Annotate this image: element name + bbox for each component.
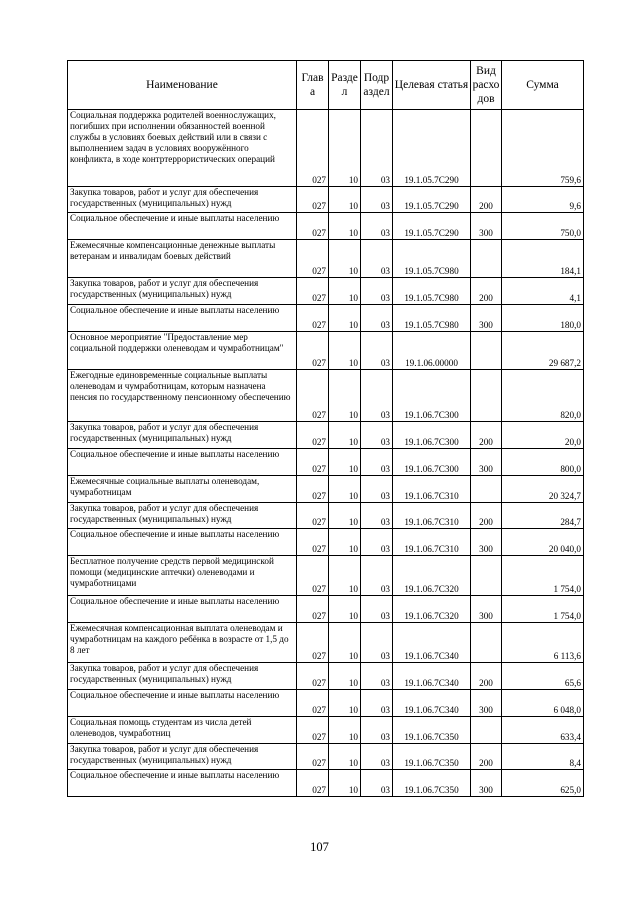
cell-amount: 20 324,7: [502, 476, 584, 503]
cell-subsection: 03: [361, 529, 393, 556]
cell-section: 10: [329, 110, 361, 187]
cell-section: 10: [329, 240, 361, 278]
cell-amount: 184,1: [502, 240, 584, 278]
cell-expense-type: 300: [471, 305, 502, 332]
cell-amount: 1 754,0: [502, 556, 584, 596]
cell-name: Закупка товаров, работ и услуг для обеспечения государственных (муниципальных) нужд: [68, 663, 297, 690]
table-row: [68, 278, 584, 305]
cell-chapter: 027: [297, 556, 329, 596]
header-amount: Сумма: [502, 61, 584, 110]
cell-section: 10: [329, 332, 361, 370]
cell-amount: 820,0: [502, 370, 584, 422]
cell-name: Ежемесячные компенсационные денежные выплаты ветеранам и инвалидам боевых действий: [68, 240, 297, 278]
cell-subsection: 03: [361, 213, 393, 240]
cell-section: 10: [329, 422, 361, 449]
table-row: [68, 476, 584, 503]
cell-expense-type: 200: [471, 503, 502, 529]
cell-section: 10: [329, 187, 361, 213]
cell-chapter: 027: [297, 529, 329, 556]
cell-section: 10: [329, 213, 361, 240]
cell-section: 10: [329, 744, 361, 770]
cell-name: Социальное обеспечение и иные выплаты населению: [68, 305, 297, 332]
cell-amount: 20,0: [502, 422, 584, 449]
cell-section: 10: [329, 596, 361, 623]
cell-name: Ежемесячная компенсационная выплата оленеводам и чумработницам на каждого ребёнка в возрасте от 1,5 до 8 лет: [68, 623, 297, 663]
cell-expense-type: [471, 476, 502, 503]
cell-target: 19.1.06.7С340: [393, 663, 471, 690]
cell-name: Социальная помощь студентам из числа детей оленеводов, чумработниц: [68, 717, 297, 744]
cell-chapter: 027: [297, 422, 329, 449]
cell-expense-type: 300: [471, 213, 502, 240]
cell-name: Закупка товаров, работ и услуг для обеспечения государственных (муниципальных) нужд: [68, 278, 297, 305]
cell-amount: 759,6: [502, 110, 584, 187]
cell-amount: 29 687,2: [502, 332, 584, 370]
table-row: [68, 744, 584, 770]
cell-name: Социальная поддержка родителей военнослужащих, погибших при исполнении обязанностей военной службы в условиях боевых действий или в связи с выполнением задач в условиях вооружённого конфликта, в ходе контртеррористических операций: [68, 110, 297, 187]
cell-section: 10: [329, 449, 361, 476]
cell-target: 19.1.05.7С980: [393, 278, 471, 305]
cell-subsection: 03: [361, 449, 393, 476]
cell-subsection: 03: [361, 240, 393, 278]
table-row: [68, 663, 584, 690]
cell-chapter: 027: [297, 278, 329, 305]
table-row: [68, 690, 584, 717]
cell-chapter: 027: [297, 449, 329, 476]
cell-target: 19.1.06.7С300: [393, 422, 471, 449]
table-row: [68, 596, 584, 623]
cell-chapter: 027: [297, 503, 329, 529]
cell-expense-type: 200: [471, 744, 502, 770]
cell-expense-type: 300: [471, 596, 502, 623]
cell-expense-type: 200: [471, 278, 502, 305]
cell-amount: 1 754,0: [502, 596, 584, 623]
cell-chapter: 027: [297, 332, 329, 370]
cell-section: 10: [329, 556, 361, 596]
cell-expense-type: 300: [471, 770, 502, 797]
table-row: [68, 770, 584, 797]
cell-name: Социальное обеспечение и иные выплаты населению: [68, 770, 297, 797]
cell-chapter: 027: [297, 690, 329, 717]
header-chapter: Глав а: [297, 61, 329, 110]
header-section: Разде л: [329, 61, 361, 110]
cell-expense-type: [471, 556, 502, 596]
cell-subsection: 03: [361, 503, 393, 529]
cell-amount: 633,4: [502, 717, 584, 744]
cell-expense-type: 200: [471, 663, 502, 690]
table-row: [68, 503, 584, 529]
table-row: [68, 449, 584, 476]
cell-target: 19.1.06.7С300: [393, 449, 471, 476]
cell-subsection: 03: [361, 422, 393, 449]
cell-name: Закупка товаров, работ и услуг для обеспечения государственных (муниципальных) нужд: [68, 187, 297, 213]
cell-amount: 9,6: [502, 187, 584, 213]
cell-target: 19.1.06.7С350: [393, 717, 471, 744]
cell-expense-type: 300: [471, 449, 502, 476]
cell-amount: 65,6: [502, 663, 584, 690]
cell-chapter: 027: [297, 623, 329, 663]
table-row: [68, 110, 584, 187]
header-expense-type: Вид расхо дов: [471, 61, 502, 110]
cell-subsection: 03: [361, 556, 393, 596]
header-name: Наименование: [68, 61, 297, 110]
cell-amount: 6 113,6: [502, 623, 584, 663]
cell-name: Ежемесячные социальные выплаты оленеводам, чумработницам: [68, 476, 297, 503]
cell-amount: 180,0: [502, 305, 584, 332]
cell-target: 19.1.05.7С290: [393, 213, 471, 240]
cell-section: 10: [329, 717, 361, 744]
cell-target: 19.1.05.7С290: [393, 110, 471, 187]
header-target: Целевая статья: [393, 61, 471, 110]
table-row: [68, 213, 584, 240]
cell-target: 19.1.06.7С320: [393, 556, 471, 596]
cell-section: 10: [329, 529, 361, 556]
cell-chapter: 027: [297, 663, 329, 690]
cell-subsection: 03: [361, 770, 393, 797]
cell-subsection: 03: [361, 187, 393, 213]
cell-target: 19.1.06.7С350: [393, 744, 471, 770]
cell-target: 19.1.05.7С980: [393, 305, 471, 332]
cell-target: 19.1.06.7С310: [393, 476, 471, 503]
table-row: [68, 305, 584, 332]
table-row: [68, 240, 584, 278]
cell-target: 19.1.06.7С320: [393, 596, 471, 623]
table-row: [68, 717, 584, 744]
cell-target: 19.1.06.7С310: [393, 503, 471, 529]
header-subsection: Подр аздел: [361, 61, 393, 110]
cell-target: 19.1.05.7С290: [393, 187, 471, 213]
cell-subsection: 03: [361, 370, 393, 422]
cell-name: Социальное обеспечение и иные выплаты населению: [68, 449, 297, 476]
cell-subsection: 03: [361, 744, 393, 770]
cell-section: 10: [329, 503, 361, 529]
cell-amount: 800,0: [502, 449, 584, 476]
page-number: 107: [310, 840, 329, 854]
cell-section: 10: [329, 278, 361, 305]
cell-name: Основное мероприятие "Предоставление мер социальной поддержки оленеводам и чумработницам": [68, 332, 297, 370]
cell-target: 19.1.06.7С340: [393, 623, 471, 663]
cell-amount: 8,4: [502, 744, 584, 770]
cell-name: Социальное обеспечение и иные выплаты населению: [68, 596, 297, 623]
cell-name: Закупка товаров, работ и услуг для обеспечения государственных (муниципальных) нужд: [68, 744, 297, 770]
cell-target: 19.1.06.7С350: [393, 770, 471, 797]
cell-section: 10: [329, 370, 361, 422]
cell-subsection: 03: [361, 596, 393, 623]
table-body: [68, 110, 584, 797]
cell-subsection: 03: [361, 332, 393, 370]
cell-name: Социальное обеспечение и иные выплаты населению: [68, 529, 297, 556]
cell-name: Социальное обеспечение и иные выплаты населению: [68, 213, 297, 240]
cell-expense-type: 300: [471, 690, 502, 717]
cell-name: Закупка товаров, работ и услуг для обеспечения государственных (муниципальных) нужд: [68, 503, 297, 529]
cell-amount: 20 040,0: [502, 529, 584, 556]
cell-subsection: 03: [361, 623, 393, 663]
cell-name: Закупка товаров, работ и услуг для обеспечения государственных (муниципальных) нужд: [68, 422, 297, 449]
cell-expense-type: [471, 717, 502, 744]
cell-chapter: 027: [297, 744, 329, 770]
cell-subsection: 03: [361, 110, 393, 187]
cell-name: Ежегодные единовременные социальные выплаты оленеводам и чумработницам, которым назначена пенсия по государственному пенсионному обеспечению: [68, 370, 297, 422]
cell-chapter: 027: [297, 717, 329, 744]
table-row: [68, 187, 584, 213]
cell-chapter: 027: [297, 370, 329, 422]
cell-chapter: 027: [297, 187, 329, 213]
cell-amount: 750,0: [502, 213, 584, 240]
table-row: [68, 529, 584, 556]
cell-chapter: 027: [297, 305, 329, 332]
cell-chapter: 027: [297, 240, 329, 278]
cell-expense-type: [471, 623, 502, 663]
cell-name: Социальное обеспечение и иные выплаты населению: [68, 690, 297, 717]
cell-target: 19.1.06.00000: [393, 332, 471, 370]
cell-amount: 4,1: [502, 278, 584, 305]
cell-expense-type: [471, 240, 502, 278]
cell-section: 10: [329, 690, 361, 717]
cell-target: 19.1.06.7С340: [393, 690, 471, 717]
cell-section: 10: [329, 476, 361, 503]
cell-amount: 284,7: [502, 503, 584, 529]
cell-target: 19.1.06.7С310: [393, 529, 471, 556]
cell-subsection: 03: [361, 278, 393, 305]
cell-subsection: 03: [361, 717, 393, 744]
table-row: [68, 332, 584, 370]
header-row: [68, 61, 584, 110]
budget-table: [67, 60, 584, 797]
cell-expense-type: [471, 332, 502, 370]
cell-name: Бесплатное получение средств первой медицинской помощи (медицинские аптечки) оленеводами и чумработницами: [68, 556, 297, 596]
cell-amount: 625,0: [502, 770, 584, 797]
cell-subsection: 03: [361, 476, 393, 503]
cell-expense-type: [471, 110, 502, 187]
cell-chapter: 027: [297, 476, 329, 503]
cell-expense-type: 300: [471, 529, 502, 556]
cell-chapter: 027: [297, 596, 329, 623]
table-row: [68, 422, 584, 449]
cell-expense-type: [471, 370, 502, 422]
cell-section: 10: [329, 305, 361, 332]
cell-expense-type: 200: [471, 422, 502, 449]
cell-subsection: 03: [361, 305, 393, 332]
cell-section: 10: [329, 770, 361, 797]
table-row: [68, 556, 584, 596]
cell-section: 10: [329, 623, 361, 663]
cell-target: 19.1.05.7С980: [393, 240, 471, 278]
cell-subsection: 03: [361, 690, 393, 717]
cell-subsection: 03: [361, 663, 393, 690]
cell-chapter: 027: [297, 110, 329, 187]
table-row: [68, 370, 584, 422]
cell-chapter: 027: [297, 213, 329, 240]
cell-target: 19.1.06.7С300: [393, 370, 471, 422]
cell-section: 10: [329, 663, 361, 690]
table-row: [68, 623, 584, 663]
cell-amount: 6 048,0: [502, 690, 584, 717]
cell-expense-type: 200: [471, 187, 502, 213]
cell-chapter: 027: [297, 770, 329, 797]
